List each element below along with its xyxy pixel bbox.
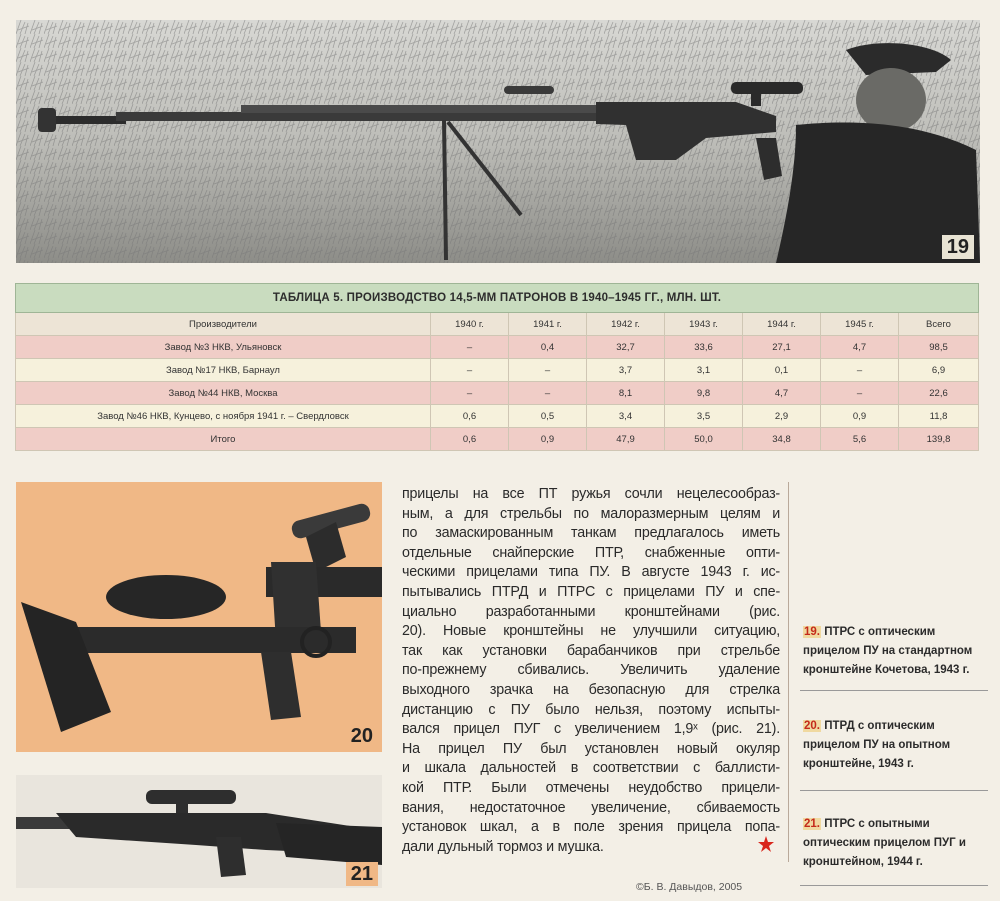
table-cell: 98,5	[899, 336, 979, 359]
production-table	[15, 283, 978, 451]
body-line: выходного зрачка на безопасную для стрелка	[402, 681, 780, 698]
table-cell: 3,7	[587, 359, 665, 382]
figure-20-photo	[16, 482, 382, 752]
table-cell: Завод №44 НКВ, Москва	[16, 382, 431, 405]
caption-19-number: 19.	[804, 626, 820, 638]
body-line: отдельные снайперские ПТР, снабженные опти-	[402, 544, 780, 561]
body-line: На прицел ПУ был установлен новый окуляр	[402, 740, 780, 757]
table-cell: –	[821, 382, 899, 405]
table-total-row	[16, 428, 979, 451]
body-line: дали дульный тормоз и мушка.	[402, 838, 604, 855]
table-cell: 8,1	[587, 382, 665, 405]
caption-19	[803, 623, 988, 680]
table-cell: 0,1	[743, 359, 821, 382]
table-cell: 3,5	[665, 405, 743, 428]
table-cell: 0,6	[431, 405, 509, 428]
table-cell: 139,8	[899, 428, 979, 451]
body-line: вался прицел ПУГ с увеличением 1,9ˣ (рис. 21).	[402, 721, 780, 738]
caption-divider	[800, 690, 988, 691]
table-cell: 3,4	[587, 405, 665, 428]
table-header: 1944 г.	[743, 313, 821, 336]
table-cell: 27,1	[743, 336, 821, 359]
body-line: ческими прицелами типа ПУ. В августе 1943 г. ис-	[402, 564, 780, 581]
body-line: установок шкал, а в поле зрения прицела попа-	[402, 819, 780, 836]
body-line: по-прежнему сбивались. Увеличить удаление	[402, 662, 780, 679]
table-cell: Завод №3 НКВ, Ульяновск	[16, 336, 431, 359]
body-line: 20). Новые кронштейны не улучшили ситуацию,	[402, 623, 780, 640]
table-header: Производители	[16, 313, 431, 336]
caption-20	[803, 717, 988, 774]
table-header: 1943 г.	[665, 313, 743, 336]
table-cell: 34,8	[743, 428, 821, 451]
table-row	[16, 405, 979, 428]
table-cell: 47,9	[587, 428, 665, 451]
table-cell: 5,6	[821, 428, 899, 451]
end-star-icon	[758, 836, 774, 852]
body-line: ным, а для стрельбы по малоразмерным целям и	[402, 505, 780, 522]
body-line: циально разработанными кронштейнами (рис.	[402, 603, 780, 620]
article-body	[402, 485, 780, 857]
table-cell: –	[431, 382, 509, 405]
table-cell: 0,6	[431, 428, 509, 451]
table-cell: 6,9	[899, 359, 979, 382]
body-line: вания, недостаточное увеличение, сбиваемость	[402, 799, 780, 816]
table-row	[16, 336, 979, 359]
table-cell: Итого	[16, 428, 431, 451]
table-cell: 4,7	[821, 336, 899, 359]
table-header: Всего	[899, 313, 979, 336]
table-cell: –	[509, 382, 587, 405]
column-divider	[788, 482, 789, 862]
table-header: 1940 г.	[431, 313, 509, 336]
figure-19-photo	[16, 20, 980, 263]
table-cell: 22,6	[899, 382, 979, 405]
figure-21-number: 21	[346, 862, 378, 886]
table-cell: –	[431, 359, 509, 382]
table-cell: –	[821, 359, 899, 382]
caption-21-text: ПТРС с опытными оптическим прицелом ПУГ и кронштейном, 1944 г.	[803, 818, 966, 868]
table-cell: 50,0	[665, 428, 743, 451]
caption-21	[803, 815, 988, 872]
table-cell: –	[509, 359, 587, 382]
body-line: кой ПТР. Были отмечены неудобство прицели-	[402, 779, 780, 796]
copyright: ©Б. В. Давыдов, 2005	[636, 881, 743, 893]
figure-21-photo	[16, 775, 382, 888]
figure-19-number: 19	[942, 235, 974, 259]
table-cell: 9,8	[665, 382, 743, 405]
caption-20-text: ПТРД с оптическим прицелом ПУ на опытном кронштейне, 1943 г.	[803, 720, 951, 770]
table-cell: 0,4	[509, 336, 587, 359]
caption-divider	[800, 790, 988, 791]
table-row	[16, 382, 979, 405]
table-cell: 2,9	[743, 405, 821, 428]
table-header: 1941 г.	[509, 313, 587, 336]
table-cell: 4,7	[743, 382, 821, 405]
table-cell: 0,9	[821, 405, 899, 428]
table-row	[16, 359, 979, 382]
table-cell: 3,1	[665, 359, 743, 382]
body-line: прицелы на все ПТ ружья сочли нецелесообраз-	[402, 486, 780, 502]
body-line: по замаскированным танкам предлагалось иметь	[402, 525, 780, 542]
caption-21-number: 21.	[804, 818, 820, 830]
table-header: 1945 г.	[821, 313, 899, 336]
body-line: так как установки барабанчиков при стрельбе	[402, 642, 780, 659]
table-cell: Завод №46 НКВ, Кунцево, с ноября 1941 г. – Свердловск	[16, 405, 431, 428]
table-cell: –	[431, 336, 509, 359]
caption-19-text: ПТРС с оптическим прицелом ПУ на стандартном кронштейне Кочетова, 1943 г.	[803, 626, 973, 676]
table-cell: 33,6	[665, 336, 743, 359]
body-line: пытывались ПТРД и ПТРС с прицелами ПУ и спе-	[402, 583, 780, 600]
table-title: ТАБЛИЦА 5. ПРОИЗВОДСТВО 14,5-ММ ПАТРОНОВ В 1940–1945 ГГ., МЛН. ШТ.	[16, 284, 979, 313]
body-line: дистанцию с ПУ было нельзя, поэтому испыты-	[402, 701, 780, 718]
caption-divider	[800, 885, 988, 886]
table-header: 1942 г.	[587, 313, 665, 336]
table-cell: 11,8	[899, 405, 979, 428]
figure-20-number: 20	[346, 724, 378, 748]
caption-20-number: 20.	[804, 720, 820, 732]
table-cell: Завод №17 НКВ, Барнаул	[16, 359, 431, 382]
body-line: и шкала дальностей в соответствии с баллисти-	[402, 760, 780, 777]
table-cell: 0,5	[509, 405, 587, 428]
table-cell: 32,7	[587, 336, 665, 359]
table-cell: 0,9	[509, 428, 587, 451]
table-header-row	[16, 313, 979, 336]
